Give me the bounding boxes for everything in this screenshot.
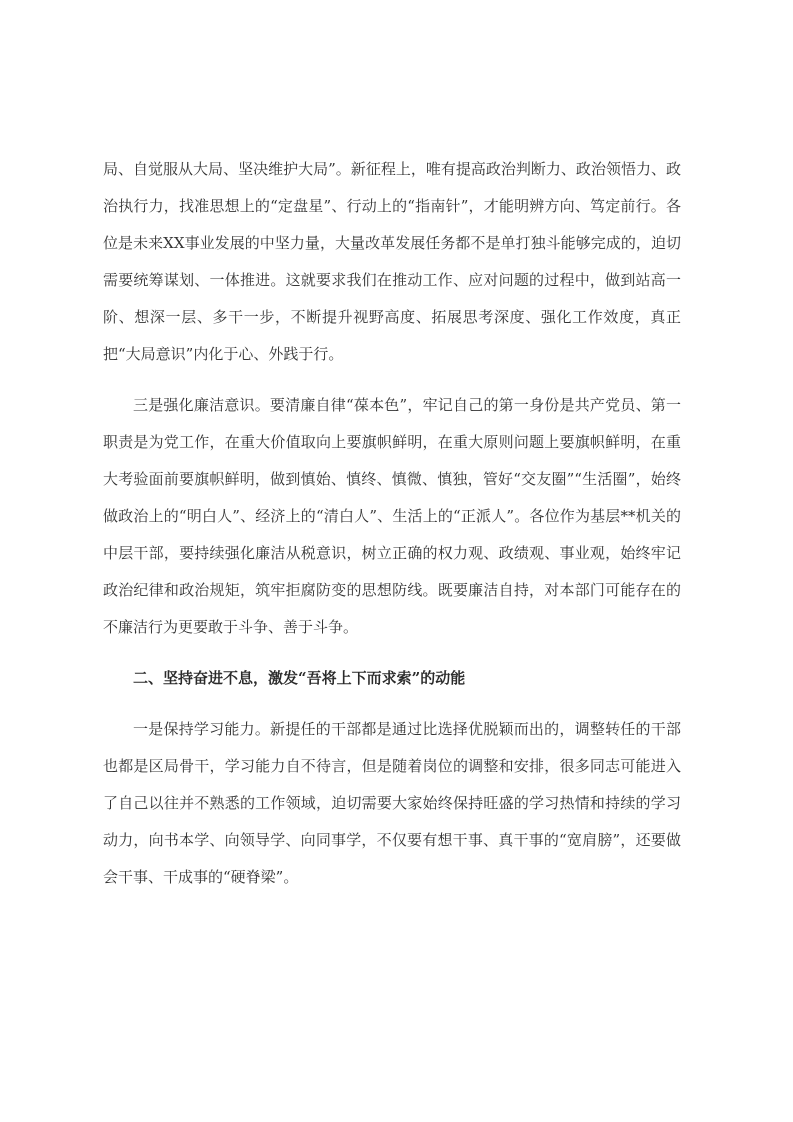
paragraph-integrity-awareness: 三是强化廉洁意识。要清廉自律“葆本色”，牢记自己的第一身份是共产党员、第一职责是为党工作，在重大价值取向上要旗帜鲜明，在重大原则问题上要旗帜鲜明，在重大考验面前要旗帜鲜明，做到慎始、慎终、慎微、慎独，管好“交友圈”“生活圈”，始终做政治上的“明白人”、经济上的“清白人”、生活上的“正派人”。各位作为基层**机关的中层干部，要持续强化廉洁从税意识，树立正确的权力观、政绩观、事业观，始终牢记政治纪律和政治规矩，筑牢拒腐防变的思想防线。既要廉洁自持，对本部门可能存在的不廉洁行为更要敢于斗争、善于斗争。 <box>103 396 681 636</box>
paragraph-learning-ability: 一是保持学习能力。新提任的干部都是通过比选择优脱颖而出的，调整转任的干部也都是区局骨干，学习能力自不待言，但是随着岗位的调整和安排，很多同志可能进入了自己以往并不熟悉的工作领域，迫切需要大家始终保持旺盛的学习热情和持续的学习动力，向书本学、向领导学、向同事学，不仅要有想干事、真干事的“宽肩膀”，还要做会干事、干成事的“硬脊梁”。 <box>103 720 681 886</box>
document-page <box>103 151 681 910</box>
paragraph-continuation: 局、自觉服从大局、坚决维护大局”。新征程上，唯有提高政治判断力、政治领悟力、政治执行力，找准思想上的“定盘星”、行动上的“指南针”，才能明辨方向、笃定前行。各位是未来XX事业发展的中坚力量，大量改革发展任务都不是单打独斗能够完成的，迫切需要统筹谋划、一体推进。这就要求我们在推动工作、应对问题的过程中，做到站高一阶、想深一层、多干一步，不断提升视野高度、拓展思考深度、强化工作效度，真正把“大局意识”内化于心、外践于行。 <box>103 160 681 363</box>
section-heading-two: 二、坚持奋进不息，激发“吾将上下而求索”的动能 <box>133 669 466 687</box>
